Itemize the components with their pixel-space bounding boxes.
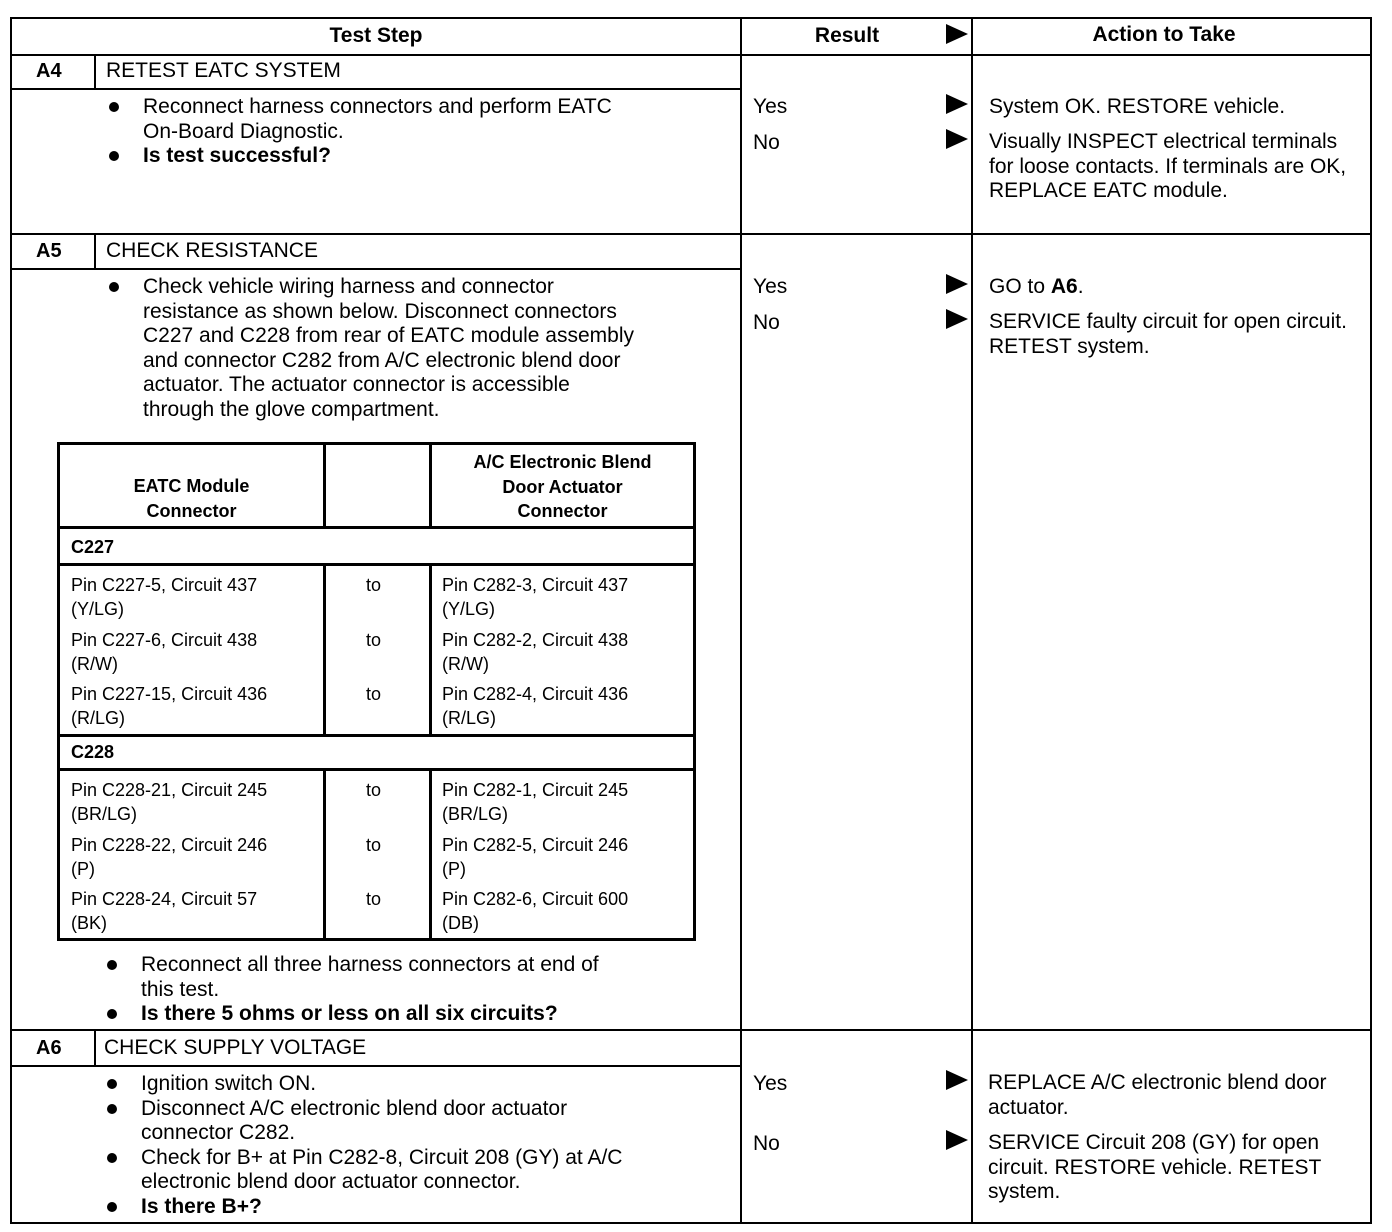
- a6-bullet-1: Ignition switch ON.: [103, 1072, 735, 1097]
- a4-result-no: No: [753, 131, 780, 154]
- table-row-to: to: [366, 684, 382, 704]
- a4-question: Is test successful?: [105, 144, 735, 169]
- a4-bottom-border: [10, 233, 1372, 235]
- table-row-to: to: [366, 780, 382, 800]
- a4-no-arrow-icon: [946, 129, 968, 149]
- table-row: Pin C228-21, Circuit 245 (BR/LG): [71, 780, 268, 824]
- a4-action-no: Visually INSPECT electrical terminals for loose contacts. If terminals are OK, REPLACE EATC module.: [989, 130, 1347, 202]
- a6-no-arrow-icon: [946, 1130, 968, 1150]
- a5-action-yes-link: A6: [1050, 275, 1078, 298]
- a4-bullet-1: Reconnect harness connectors and perform EATC On-Board Diagnostic.: [105, 95, 735, 144]
- a5-action-yes-prefix: GO to: [989, 275, 1051, 298]
- a6-title-underline: [10, 1065, 742, 1067]
- table-row: Pin C227-15, Circuit 436 (R/LG): [71, 684, 268, 728]
- section-c228: C228: [71, 742, 115, 762]
- header-arrow-icon: [946, 24, 968, 44]
- table-row: Pin C227-5, Circuit 437 (Y/LG): [71, 575, 258, 619]
- table-bottom-border: [10, 1222, 1372, 1224]
- a5-yes-arrow-icon: [946, 274, 968, 294]
- table-row-to: to: [366, 889, 382, 909]
- section-c227: C227: [71, 537, 115, 557]
- table-row: Pin C227-6, Circuit 438 (R/W): [71, 630, 258, 674]
- step-title-a5: CHECK RESISTANCE: [106, 239, 318, 262]
- a5-bullet-2: Reconnect all three harness connectors at end of this test.: [103, 953, 733, 1002]
- a5-bullet-1: Check vehicle wiring harness and connector resistance as shown below. Disconnect connectors C227 and C228 from rear of EATC module assembly and connector C282 from A/C electronic blend door actuator. The actuator connector is accessible through the glove compartment.: [105, 275, 735, 422]
- table-row: Pin C228-24, Circuit 57 (BK): [71, 889, 258, 933]
- a6-bullet-3: Check for B+ at Pin C282-8, Circuit 208 (GY) at A/C electronic blend door actuator connector.: [103, 1146, 735, 1195]
- a4-title-underline: [10, 88, 742, 90]
- a4-id-divider: [94, 54, 96, 90]
- table-row-to: to: [366, 575, 382, 595]
- table-row-dest: Pin C282-3, Circuit 437 (Y/LG): [442, 575, 629, 619]
- a5-id-divider: [94, 233, 96, 270]
- a6-id-divider: [94, 1029, 96, 1067]
- table-header-actuator: A/C Electronic Blend Door Actuator Connector: [473, 452, 652, 521]
- a4-result-yes: Yes: [753, 95, 788, 118]
- a5-result-yes: Yes: [753, 275, 788, 298]
- table-row-dest: Pin C282-1, Circuit 245 (BR/LG): [442, 780, 629, 824]
- a6-action-no: SERVICE Circuit 208 (GY) for open circuit. RESTORE vehicle. RETEST system.: [988, 1131, 1321, 1203]
- step-id-a6: A6: [36, 1037, 62, 1059]
- a5-bullet-list-after: [103, 953, 733, 1027]
- a4-action-yes: System OK. RESTORE vehicle.: [989, 95, 1286, 118]
- a6-action-yes: REPLACE A/C electronic blend door actuator.: [988, 1071, 1327, 1119]
- table-row-dest: Pin C282-6, Circuit 600 (DB): [442, 889, 629, 933]
- a6-yes-arrow-icon: [946, 1070, 968, 1090]
- a5-no-arrow-icon: [946, 309, 968, 329]
- table-row-to: to: [366, 835, 382, 855]
- table-top-border: [10, 17, 1372, 19]
- a5-result-no: No: [753, 311, 780, 334]
- a5-action-yes: [989, 275, 1367, 300]
- a6-result-yes: Yes: [753, 1072, 788, 1095]
- action-col-border: [971, 17, 973, 1224]
- header-bottom-border: [10, 54, 1372, 56]
- table-row-to: to: [366, 630, 382, 650]
- a5-title-underline: [10, 268, 742, 270]
- table-header-eatc: EATC Module Connector: [133, 476, 250, 521]
- table-row-dest: Pin C282-5, Circuit 246 (P): [442, 835, 629, 879]
- result-col-border: [740, 17, 742, 1224]
- a5-action-no: SERVICE faulty circuit for open circuit. RETEST system.: [989, 310, 1347, 358]
- right-border: [1370, 17, 1372, 1224]
- header-test-step: Test Step: [329, 24, 423, 47]
- a5-bullet-list: [105, 275, 735, 422]
- header-action: Action to Take: [1092, 23, 1236, 46]
- a5-action-yes-suffix: .: [1077, 275, 1084, 298]
- step-id-a5: A5: [36, 240, 62, 262]
- table-row-dest: Pin C282-2, Circuit 438 (R/W): [442, 630, 629, 674]
- table-row: Pin C228-22, Circuit 246 (P): [71, 835, 268, 879]
- header-result: Result: [814, 24, 880, 47]
- step-title-a6: CHECK SUPPLY VOLTAGE: [104, 1036, 367, 1059]
- a6-bullet-2: Disconnect A/C electronic blend door actuator connector C282.: [103, 1097, 735, 1146]
- left-border: [10, 17, 12, 1224]
- a6-question: Is there B+?: [103, 1195, 735, 1220]
- table-row-dest: Pin C282-4, Circuit 436 (R/LG): [442, 684, 629, 728]
- step-title-a4: RETEST EATC SYSTEM: [106, 59, 341, 82]
- a6-bullet-list: [103, 1072, 735, 1219]
- a4-bullet-list: [105, 95, 735, 169]
- a5-bottom-border: [10, 1029, 1372, 1031]
- step-id-a4: A4: [36, 60, 62, 82]
- a5-question: Is there 5 ohms or less on all six circuits?: [103, 1002, 733, 1027]
- a4-yes-arrow-icon: [946, 94, 968, 114]
- a6-result-no: No: [753, 1132, 780, 1155]
